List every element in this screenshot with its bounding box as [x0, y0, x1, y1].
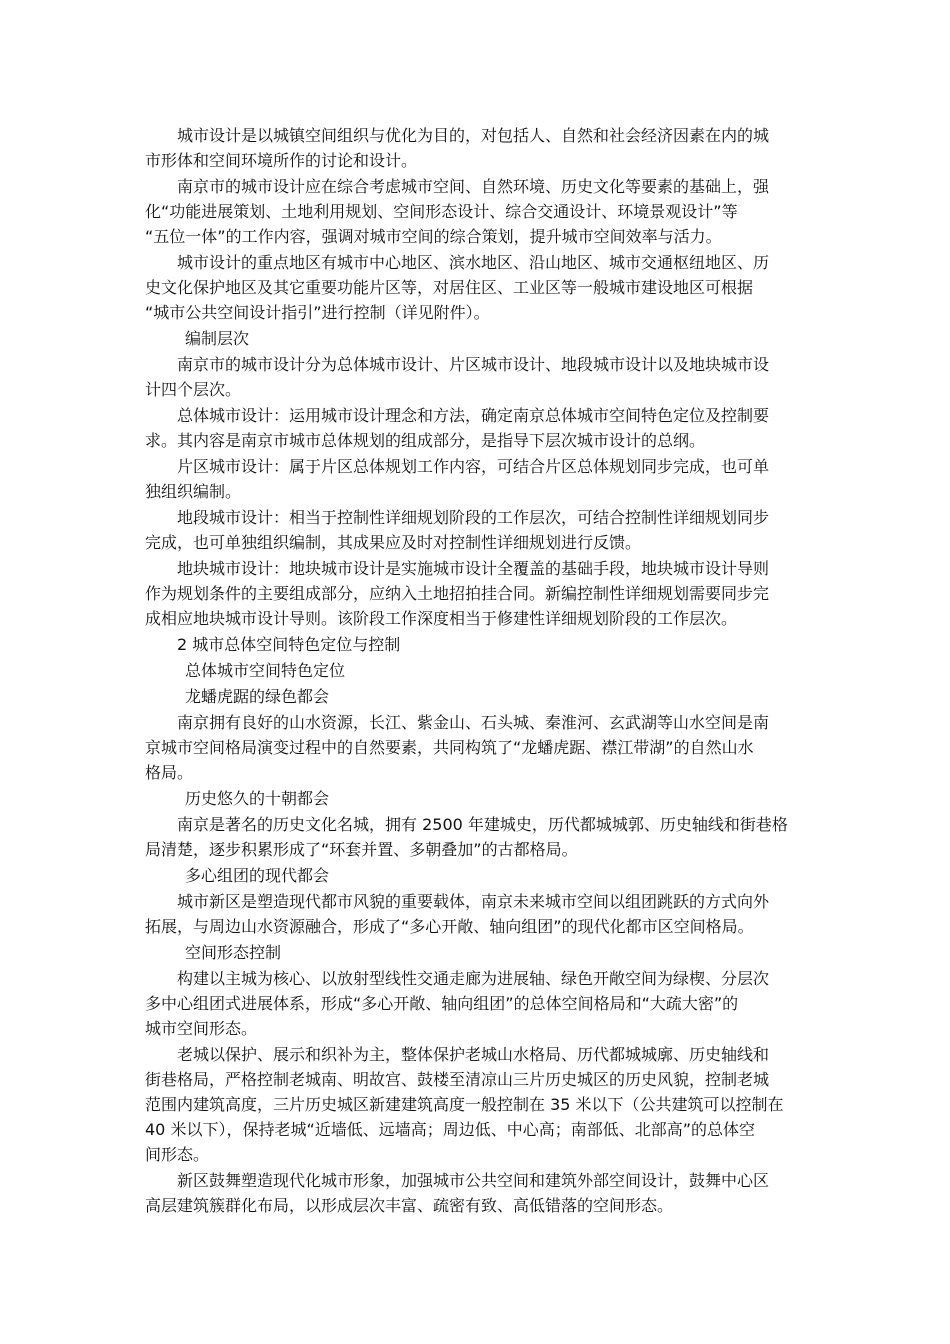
paragraph-line: 计四个层次。	[145, 380, 242, 399]
paragraph-line: 高层建筑簇群化布局，以形成层次丰富、疏密有致、高低错落的空间形态。	[145, 1196, 674, 1215]
section-heading: 历史悠久的十朝都会	[185, 789, 330, 808]
paragraph-line: “五位一体”的工作内容，强调对城市空间的综合策划，提升城市空间效率与活力。	[145, 227, 722, 246]
paragraph-line: 拓展，与周边山水资源融合，形成了“多心开敞、轴向组团”的现代化都市区空间格局。	[145, 917, 754, 936]
section-heading: 多心组团的现代都会	[185, 866, 330, 885]
paragraph-line: 独组织编制。	[145, 482, 242, 501]
paragraph-line: 求。其内容是南京市城市总体规划的组成部分，是指导下层次城市设计的总纲。	[145, 431, 706, 450]
paragraph-line: 京城市空间格局演变过程中的自然要素，共同构筑了“龙蟠虎踞、襟江带湖”的自然山水	[145, 738, 754, 757]
paragraph-line: 老城以保护、展示和织补为主，整体保护老城山水格局、历代都城城廓、历史轴线和	[177, 1045, 770, 1064]
paragraph-line: 完成，也可单独组织编制，其成果应及时对控制性详细规划进行反馈。	[145, 533, 642, 552]
paragraph-line: 化“功能进展策划、土地利用规划、空间形态设计、综合交通设计、环境景观设计”等	[145, 202, 738, 221]
paragraph-line: 范围内建筑高度，三片历史城区新建建筑高度一般控制在 35 米以下（公共建筑可以控制在	[145, 1095, 784, 1114]
paragraph-line: 南京拥有良好的山水资源，长江、紫金山、石头城、秦淮河、玄武湖等山水空间是南	[177, 713, 770, 732]
paragraph-line: 市形体和空间环境所作的讨论和设计。	[145, 151, 418, 170]
paragraph-line: 格局。	[145, 763, 194, 782]
paragraph-line: 总体城市设计：运用城市设计理念和方法，确定南京总体城市空间特色定位及控制要	[177, 406, 770, 425]
document-page	[145, 123, 805, 1218]
paragraph-line: 局清楚，逐步积累形成了“环套并置、多朝叠加”的古都格局。	[145, 840, 578, 859]
section-heading: 龙蟠虎踞的绿色都会	[185, 687, 330, 706]
paragraph-line: 街巷格局，严格控制老城南、明故宫、鼓楼至清凉山三片历史城区的历史风貌，控制老城	[145, 1070, 770, 1089]
paragraph-line: 南京是著名的历史文化名城，拥有 2500 年建城史，历代都城城郭、历史轴线和街巷格	[177, 815, 788, 834]
section-heading: 总体城市空间特色定位	[185, 661, 346, 680]
paragraph-line: 多中心组团式进展体系，形成“多心开敞、轴向组团”的总体空间格局和“大疏大密”的	[145, 994, 739, 1013]
paragraph-line: 作为规划条件的主要组成部分，应纳入土地招拍挂合同。新编控制性详细规划需要同步完	[145, 584, 770, 603]
paragraph-line: 构建以主城为核心、以放射型线性交通走廊为进展轴、绿色开敞空间为绿楔、分层次	[177, 969, 770, 988]
section-heading: 2 城市总体空间特色定位与控制	[177, 635, 401, 654]
paragraph-line: 史文化保护地区及其它重要功能片区等，对居住区、工业区等一般城市建设地区可根据	[145, 278, 754, 297]
paragraph-line: 南京市的城市设计分为总体城市设计、片区城市设计、地段城市设计以及地块城市设	[177, 355, 770, 374]
paragraph-line: 片区城市设计：属于片区总体规划工作内容，可结合片区总体规划同步完成，也可单	[177, 457, 770, 476]
paragraph-line: 40 米以下），保持老城“近墙低、远墙高；周边低、中心高；南部低、北部高”的总体空	[145, 1120, 756, 1139]
paragraph-line: 城市设计是以城镇空间组织与优化为目的，对包括人、自然和社会经济因素在内的城	[177, 126, 770, 145]
paragraph-line: 城市设计的重点地区有城市中心地区、滨水地区、沿山地区、城市交通枢纽地区、历	[177, 253, 770, 272]
paragraph-line: 地段城市设计：相当于控制性详细规划阶段的工作层次，可结合控制性详细规划同步	[177, 508, 770, 527]
paragraph-line: “城市公共空间设计指引”进行控制（详见附件）。	[145, 303, 490, 322]
section-heading: 编制层次	[185, 329, 250, 348]
paragraph-line: 城市空间形态。	[145, 1019, 258, 1038]
section-heading: 空间形态控制	[185, 943, 282, 962]
paragraph-line: 成相应地块城市设计导则。该阶段工作深度相当于修建性详细规划阶段的工作层次。	[145, 609, 738, 628]
paragraph-line: 城市新区是塑造现代都市风貌的重要载体，南京未来城市空间以组团跳跃的方式向外	[177, 892, 770, 911]
paragraph-line: 新区鼓舞塑造现代化城市形象，加强城市公共空间和建筑外部空间设计，鼓舞中心区	[177, 1171, 770, 1190]
paragraph-line: 间形态。	[145, 1145, 210, 1164]
paragraph-line: 地块城市设计：地块城市设计是实施城市设计全覆盖的基础手段，地块城市设计导则	[177, 559, 770, 578]
paragraph-line: 南京市的城市设计应在综合考虑城市空间、自然环境、历史文化等要素的基础上，强	[177, 177, 770, 196]
